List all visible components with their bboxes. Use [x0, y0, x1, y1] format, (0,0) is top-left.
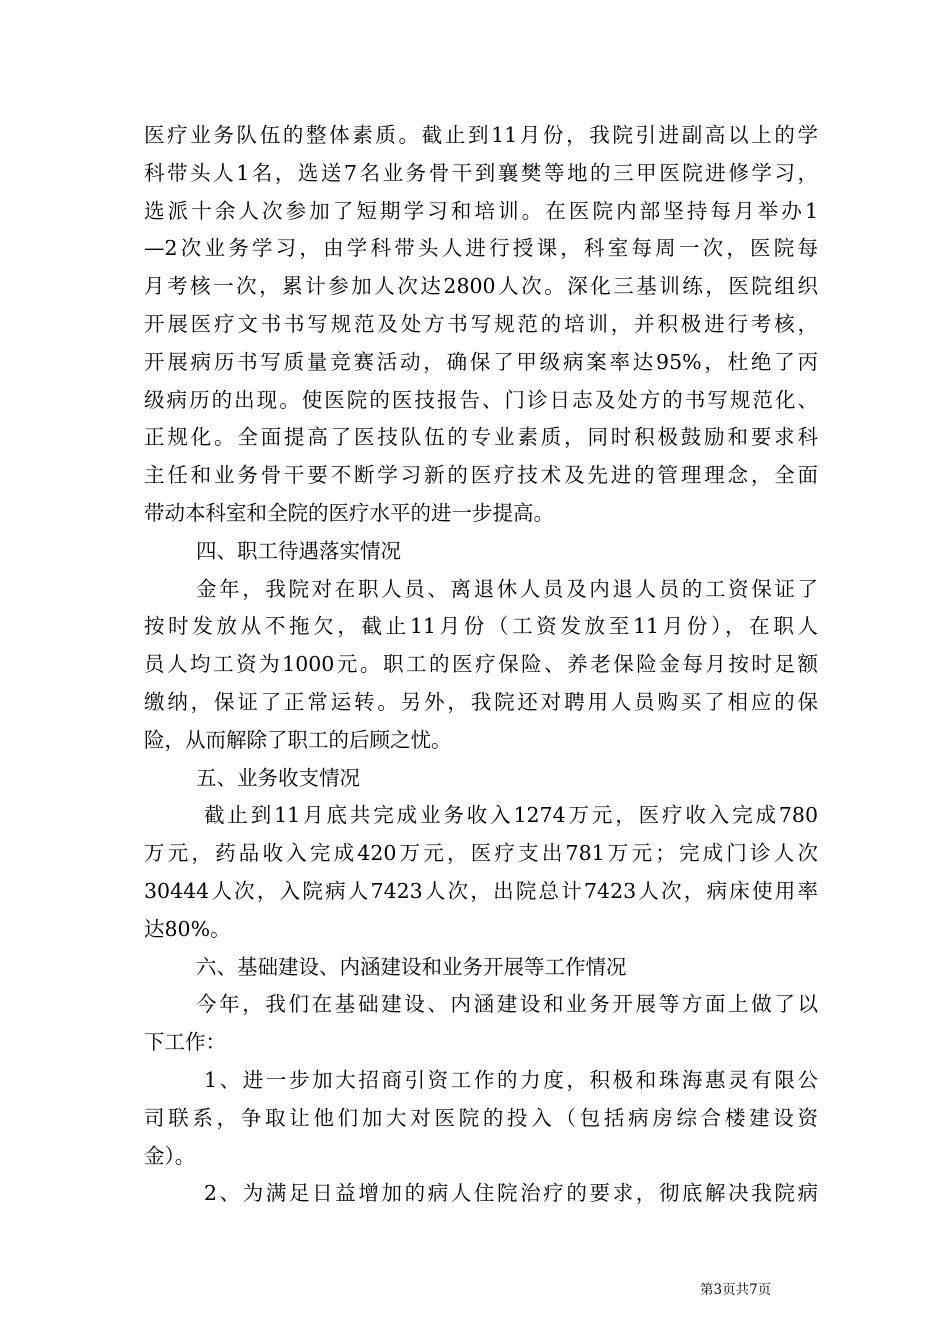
text-line: 截止到11月底共完成业务收入1274万元，医疗收入完成780 — [204, 803, 818, 828]
text-line: 1、进一步加大招商引资工作的力度，积极和珠海惠灵有限公 — [204, 1067, 818, 1092]
text-line: 今年，我们在基础建设、内涵建设和业务开展等方面上做了以 — [196, 992, 818, 1017]
text-line: 医疗业务队伍的整体素质。截止到11月份，我院引进副高以上的学 — [144, 123, 818, 147]
page-number: 第3页共7页 — [700, 1282, 772, 1298]
section-heading: 六、基础建设、内涵建设和业务开展等工作情况 — [196, 954, 627, 979]
text-line: 级病历的出现。使医院的医技报告、门诊日志及处方的书写规范化、 — [144, 387, 818, 412]
text-line: 科带头人1名，选送7名业务骨干到襄樊等地的三甲医院进修学习， — [144, 160, 818, 185]
text-line: 司联系，争取让他们加大对医院的投入（包括病房综合楼建设资 — [144, 1105, 818, 1130]
text-line: 开展病历书写质量竞赛活动，确保了甲级病案率达95%，杜绝了丙 — [144, 349, 818, 374]
text-line: 员人均工资为1000元。职工的医疗保险、养老保险金每月按时足额 — [144, 652, 818, 677]
section-heading: 四、职工待遇落实情况 — [196, 538, 401, 563]
text-line: 带动本科室和全院的医疗水平的进一步提高。 — [144, 500, 554, 525]
text-line: 按时发放从不拖欠，截止11月份（工资发放至11月份），在职人 — [144, 614, 818, 639]
text-line: 正规化。全面提高了医技队伍的专业素质，同时积极鼓励和要求科 — [144, 425, 818, 450]
body-text — [144, 117, 818, 1213]
text-line: 万元，药品收入完成420万元，医疗支出781万元；完成门诊人次 — [144, 841, 818, 866]
text-line: 主任和业务骨干要不断学习新的医疗技术及先进的管理理念，全面 — [144, 463, 818, 488]
text-line: 月考核一次，累计参加人次达2800人次。深化三基训练，医院组织 — [144, 274, 818, 299]
text-line: 2、为满足日益增加的病人住院治疗的要求，彻底解决我院病 — [204, 1181, 818, 1206]
text-line: 达80%。 — [144, 916, 231, 941]
section-heading: 五、业务收支情况 — [196, 765, 360, 790]
text-line: 30444人次，入院病人7423人次，出院总计7423人次，病床使用率 — [144, 878, 818, 903]
text-line: 开展医疗文书书写规范及处方书写规范的培训，并积极进行考核， — [144, 311, 818, 336]
text-line: 金年，我院对在职人员、离退休人员及内退人员的工资保证了 — [196, 576, 818, 601]
text-line: —2次业务学习，由学科带头人进行授课，科室每周一次，医院每 — [144, 236, 818, 261]
text-line: 金）。 — [144, 1143, 196, 1168]
text-line: 缴纳，保证了正常运转。另外，我院还对聘用人员购买了相应的保 — [144, 689, 818, 714]
text-line: 选派十余人次参加了短期学习和培训。在医院内部坚持每月举办1 — [144, 198, 818, 223]
text-line: 下工作： — [144, 1030, 226, 1055]
text-line: 险，从而解除了职工的后顾之忧。 — [144, 727, 452, 752]
